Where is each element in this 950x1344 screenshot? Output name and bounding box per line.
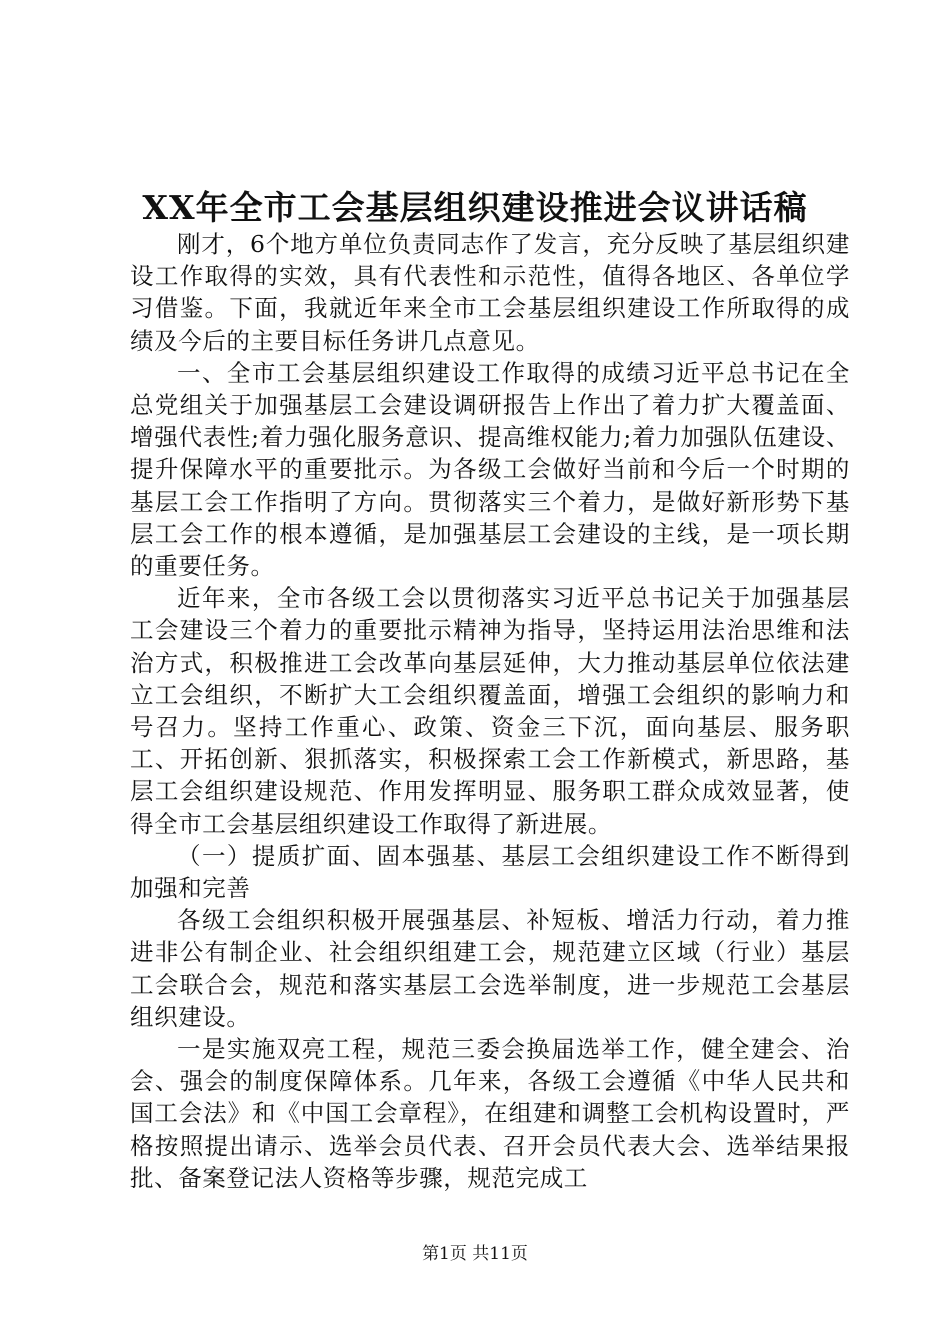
paragraph-strengthen-base: 各级工会组织积极开展强基层、补短板、增活力行动，着力推进非公有制企业、社会组织组建工会，规范建立区域（行业）基层工会联合会，规范和落实基层工会选举制度，进一步规范工会基层组织建设。	[130, 906, 850, 1031]
document-body	[130, 228, 850, 1194]
paragraph-subheading-one: （一）提质扩面、固本强基、基层工会组织建设工作不断得到加强和完善	[130, 841, 850, 903]
paragraph-first-point: 一是实施双亮工程，规范三委会换届选举工作，健全建会、治会、强会的制度保障体系。几年来，各级工会遵循《中华人民共和国工会法》和《中国工会章程》，在组建和调整工会机构设置时，严格按照提出请示、选举会员代表、召开会员代表大会、选举结果报批、备案登记法人资格等步骤，规范完成工	[130, 1035, 850, 1192]
paragraph-recent-years: 近年来，全市各级工会以贯彻落实习近平总书记关于加强基层工会建设三个着力的重要批示精神为指导，坚持运用法治思维和法治方式，积极推进工会改革向基层延伸，大力推动基层单位依法建立工会组织，不断扩大工会组织覆盖面，增强工会组织的影响力和号召力。坚持工作重心、政策、资金三下沉，面向基层、服务职工、开拓创新、狠抓落实，积极探索工会工作新模式，新思路，基层工会组织建设规范、作用发挥明显、服务职工群众成效显著，使得全市工会基层组织建设工作取得了新进展。	[130, 584, 850, 838]
paragraph-section-one: 一、全市工会基层组织建设工作取得的成绩习近平总书记在全总党组关于加强基层工会建设调研报告上作出了着力扩大覆盖面、增强代表性;着力强化服务意识、提高维权能力;着力加强队伍建设、提升保障水平的重要批示。为各级工会做好当前和今后一个时期的基层工会工作指明了方向。贯彻落实三个着力，是做好新形势下基层工会工作的根本遵循，是加强基层工会建设的主线，是一项长期的重要任务。	[130, 358, 850, 581]
page-number: 第1页 共11页	[422, 1244, 528, 1264]
paragraph-intro: 刚才，6个地方单位负责同志作了发言，充分反映了基层组织建设工作取得的实效，具有代表性和示范性，值得各地区、各单位学习借鉴。下面，我就近年来全市工会基层组织建设工作所取得的成绩及今后的主要目标任务讲几点意见。	[130, 230, 850, 355]
document-title: XX年全市工会基层组织建设推进会议讲话稿	[142, 188, 808, 227]
